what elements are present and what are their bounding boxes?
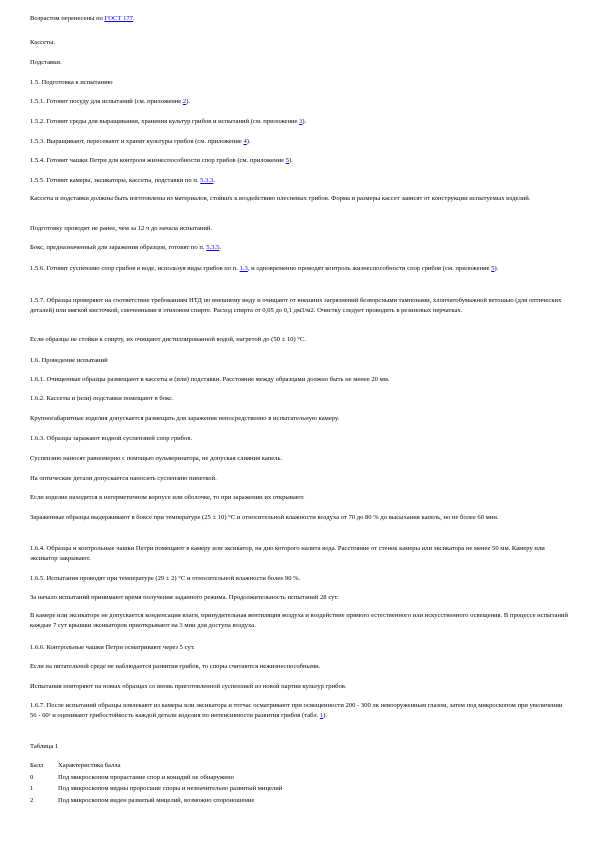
paragraph-text: Если изделие находится в негерметичном корпусе или оболочке, то при заражении их открывают. [30, 494, 305, 501]
paragraph-text: 1.5.5. Готовят камеры, эксикаторы, кассеты, подставки по п. [30, 177, 201, 184]
paragraph-text: 1.6. Проведение испытаний [30, 357, 108, 364]
paragraph-text: 1.5.2. Готовят среды для выращивания, хранения культур грибов и испытаний (см. приложение [30, 118, 300, 125]
table-header-description: Характеристика балла [58, 762, 121, 769]
paragraph-p11 [30, 224, 570, 234]
reference-link[interactable]: 5 [285, 157, 290, 164]
paragraph-text: ). [289, 157, 293, 164]
paragraph-text: Возрастом перенесены по [30, 15, 105, 22]
paragraph-text: , и одновременно проводят контроль жизнеспособности спор грибов (см. приложение [247, 265, 492, 272]
paragraph-text: Подставки. [30, 59, 62, 66]
paragraph-text: В камере или эксикаторе не допускается конденсация влаги, принудительная вентиляция воздуха и воздействие прямого естественного или искусственного освещения. В процессе испытаний каждые 7 сут крышки эксикаторов приоткрывают на 3 мин для доступа воздуха. [30, 612, 569, 629]
paragraph-p23 [30, 493, 570, 503]
paragraph-text: . [213, 177, 216, 184]
paragraph-p17 [30, 375, 570, 385]
table-row [30, 772, 282, 784]
paragraph-p26 [30, 574, 570, 584]
paragraph-text: 1.5.3. Выращивают, пересевают и хранят культуры грибов (см. приложение [30, 138, 244, 145]
paragraph-p6 [30, 117, 570, 127]
table-header-ball: Балл [30, 762, 44, 769]
paragraph-p1 [30, 14, 570, 24]
paragraph-text: Если на питательной среде не наблюдается развития грибов, то споры считаются нежизнеспособными. [30, 663, 321, 670]
paragraph-p29 [30, 643, 570, 653]
paragraph-p20 [30, 434, 570, 444]
paragraph-text: Испытания повторяют на новых образцах со вновь приготовленной суспензией из новой партии культур грибов. [30, 683, 347, 690]
paragraph-text: Суспензию наносят равномерно с помощью пульверизатора, не допуская слияния капель. [30, 455, 283, 462]
paragraph-text: 1.6.1. Очищенные образцы размещают в кассеты и (или) подставки. Расстояние между образцами должно быть не менее 20 мм. [30, 376, 390, 383]
paragraph-p30 [30, 662, 570, 672]
reference-link[interactable]: 3 [299, 118, 303, 125]
paragraph-text: Кассеты и подставки должны быть изготовлены из материалов, стойких к воздействию плесневых грибов. Форма и размеры кассет зависят от конструкции испытуемых изделий. [30, 195, 531, 202]
paragraph-text: ). [186, 98, 191, 105]
paragraph-p7 [30, 137, 570, 147]
paragraph-text: Таблица 1 [30, 743, 59, 750]
paragraph-p10 [30, 194, 570, 204]
paragraph-text: Подготовку проводят не ранее, чем за 12 ч до начала испытаний. [30, 225, 213, 232]
table-row [30, 795, 282, 807]
paragraph-text: 1.6.4. Образцы и контрольные чашки Петри помещают в камеру или эксикатор, на дно которого налита вода. Расстояние от стенок камеры или эксикатора не менее 50 мм. Камеру или эксикатор закрывают. [30, 545, 545, 562]
paragraph-p32 [30, 701, 570, 721]
table-cell-description: Под микроскопом прорастание спор и конидий не обнаружено [58, 773, 234, 781]
paragraph-p28 [30, 611, 570, 631]
paragraph-p15 [30, 335, 570, 345]
paragraph-text: Кассеты. [30, 39, 56, 46]
table-cell-ball: 1 [30, 785, 34, 792]
paragraph-p21 [30, 454, 570, 464]
paragraph-text: . [219, 244, 222, 251]
paragraph-p25 [30, 544, 570, 564]
reference-link[interactable]: 5.3.3 [200, 177, 214, 184]
table-cell-ball: 2 [30, 796, 34, 804]
paragraph-text: Зараженные образцы выдерживают в боксе при температуре (25 ± 10) °С и относительной влажности воздуха от 70 до 80 % до высыхания капель, но не более 60 мин. [30, 514, 499, 521]
paragraph-text: 1.5. Подготовка к испытанию [30, 79, 113, 86]
paragraph-text: Крупногабаритные изделия допускается размещать для заражения непосредственно в испытательную камеру. [30, 415, 340, 422]
paragraph-text: Если образцы не стойки к спирту, их очищают дистиллированной водой, нагретой до (50 ± 10) °С. [30, 336, 306, 343]
reference-link[interactable]: 5 [491, 265, 495, 272]
table-cell-description: Под микроскопом видны проросшие споры и незначительно развитый мицелий [58, 785, 283, 792]
paragraph-p33 [30, 742, 570, 752]
table-cell-description: Под микроскопом виден развитый мицелий, возможно спороношение [58, 796, 255, 804]
paragraph-text: 1.6.5. Испытания проводят при температуре (29 ± 2) °С и относительной влажности более 90 %. [30, 575, 301, 582]
paragraph-p3 [30, 58, 570, 68]
paragraph-p18 [30, 394, 570, 404]
paragraph-text: На оптические детали допускается наносить суспензию пипеткой. [30, 475, 217, 482]
table-header-row [30, 760, 282, 772]
paragraph-text: За начало испытаний принимают время получения заданного режима. Продолжительность испытаний 28 сут. [30, 594, 339, 601]
paragraph-p22 [30, 474, 570, 484]
table-row [30, 783, 282, 795]
paragraph-text: 1.6.7. После испытаний образцы извлекают из камеры или эксикатора и тотчас осматривают при освещенности 200 - 300 лк невооруженным глазом, затем под микроскопом при увеличении 56 - 60ˣ и оценивают грибостойкость каждой детали изделия по интенсивности развития грибов (табл. [30, 702, 563, 719]
paragraph-text: ). [302, 118, 307, 125]
reference-link[interactable]: 1 [319, 712, 324, 719]
reference-link[interactable]: 1.3 [239, 265, 248, 272]
paragraph-p2 [30, 38, 570, 48]
paragraph-p16 [30, 356, 570, 366]
paragraph-text: ). [323, 712, 328, 719]
paragraph-text: ). [494, 265, 499, 272]
paragraph-p12 [30, 243, 570, 253]
paragraph-p13 [30, 264, 570, 274]
paragraph-p8 [30, 156, 570, 166]
paragraph-p31 [30, 682, 570, 692]
reference-link[interactable]: 2 [182, 98, 187, 105]
reference-link[interactable]: ГОСТ 177 [104, 15, 134, 22]
paragraph-text: 1.5.1. Готовят посуду для испытаний (см. приложение [30, 98, 183, 105]
paragraph-p5 [30, 97, 570, 107]
paragraph-p19 [30, 414, 570, 424]
paragraph-text: 1.5.6. Готовят суспензию спор грибов в воде, используя виды грибов по п. [30, 265, 240, 272]
paragraph-text: Бокс, предназначенный для заражения образцов, готовят по п. [30, 244, 207, 251]
paragraph-p9 [30, 176, 570, 186]
grades-table [30, 760, 282, 806]
paragraph-text: 1.6.6. Контрольные чашки Петри осматривают через 5 сут. [30, 644, 195, 651]
reference-link[interactable]: 4 [243, 138, 247, 145]
paragraph-p14 [30, 296, 570, 316]
paragraph-text: 1.6.3. Образцы заражают водной суспензией спор грибов. [30, 435, 193, 442]
paragraph-p27 [30, 593, 570, 603]
table-cell-ball: 0 [30, 773, 34, 781]
paragraph-p24 [30, 513, 570, 523]
paragraph-text: . [133, 15, 135, 22]
reference-link[interactable]: 5.3.5 [206, 244, 220, 251]
paragraph-p4 [30, 78, 570, 88]
paragraph-text: 1.6.2. Кассеты и (или) подставки помещают в бокс. [30, 395, 174, 402]
paragraph-text: ). [246, 138, 251, 145]
paragraph-text: 1.5.4. Готовят чашки Петри для контроля жизнеспособности спор грибов (см. приложение [30, 157, 286, 164]
paragraph-text: 1.5.7. Образцы проверяют на соответствие требованиям НТД по внешнему виду и очищают от внешних загрязнений безворсными тампонами, хлопчатобумажной ветошью (для оптических деталей) или мягкой кисточкой, смоченными в этиловом спирте. Расход спирта от 0,05 до 0,1 дм3/м2. Очистку следует проводить в резиновых перчатках. [30, 297, 562, 314]
